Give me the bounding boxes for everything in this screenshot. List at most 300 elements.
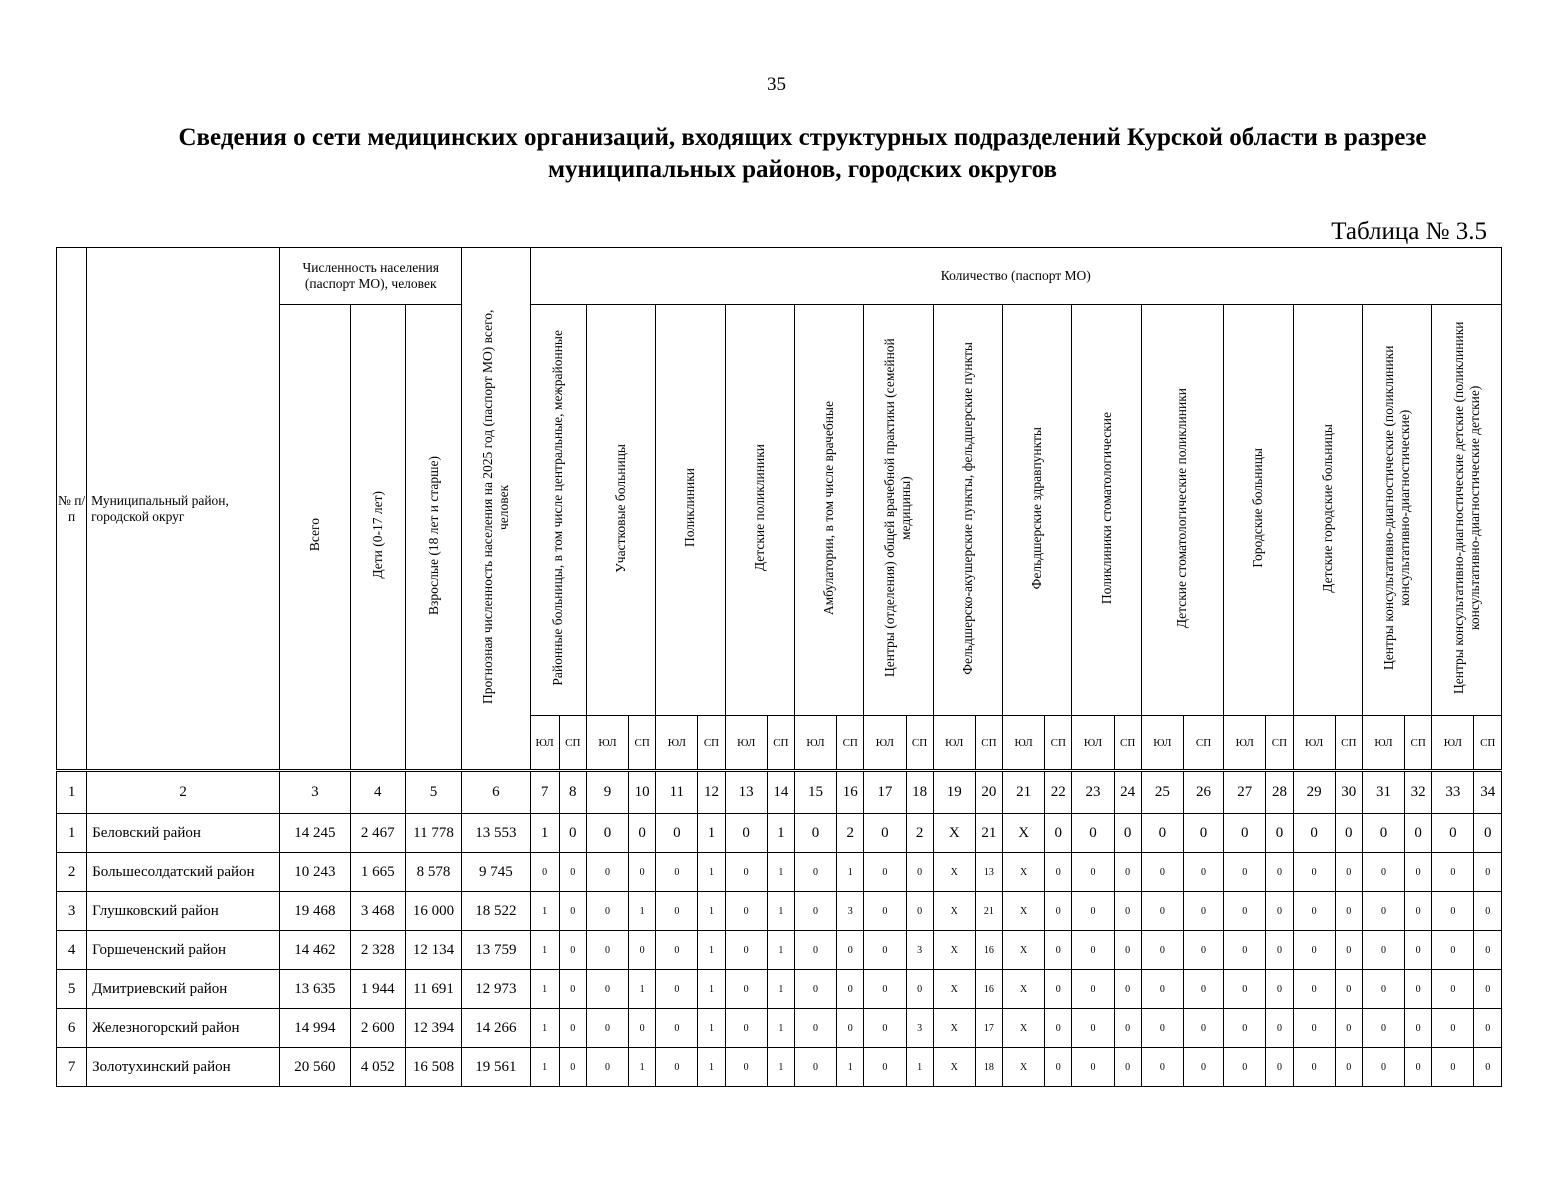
count-cell: 0 [725,970,767,1009]
header-num: № п/ п [57,248,87,771]
count-cell: 0 [586,931,628,970]
count-cell: 3 [906,1009,933,1048]
count-cell: 0 [629,931,656,970]
count-cell: 0 [1362,1009,1404,1048]
population-forecast: 18 522 [462,892,530,931]
count-cell: 1 [767,1048,794,1087]
column-number: 25 [1141,771,1183,814]
count-cell: 13 [975,853,1002,892]
count-cell: Х [1003,931,1045,970]
population-adults: 16 508 [405,1048,461,1087]
count-cell: 0 [1362,1048,1404,1087]
count-cell: 16 [975,931,1002,970]
count-cell: 0 [530,853,559,892]
count-cell: 1 [530,1009,559,1048]
count-cell: 0 [1045,853,1072,892]
column-number: 15 [794,771,836,814]
header-sub-yul: ЮЛ [656,716,698,771]
count-cell: 0 [1474,892,1502,931]
count-cell: 0 [1474,1048,1502,1087]
count-cell: 0 [725,892,767,931]
count-cell: 1 [530,814,559,853]
count-cell: 1 [837,1048,864,1087]
count-cell: 0 [1183,853,1223,892]
count-cell: 0 [1293,970,1335,1009]
column-number: 16 [837,771,864,814]
header-category-7: Фельдшерско-акушерские пункты, фельдшерские пункты [933,305,1002,716]
count-cell: 0 [1072,892,1114,931]
header-sub-sp: СП [975,716,1002,771]
header-sub-sp: СП [629,716,656,771]
population-forecast: 13 553 [462,814,530,853]
count-cell: 0 [1114,970,1141,1009]
count-cell: 0 [1072,814,1114,853]
count-cell: 0 [629,814,656,853]
count-cell: 0 [1045,931,1072,970]
population-total: 20 560 [280,1048,350,1087]
population-children: 2 328 [350,931,405,970]
count-cell: 1 [767,970,794,1009]
header-sub-yul: ЮЛ [1293,716,1335,771]
count-cell: 0 [864,892,906,931]
district-name: Железногорский район [87,1009,280,1048]
count-cell: 0 [559,1048,586,1087]
count-cell: Х [933,892,975,931]
column-number: 33 [1432,771,1474,814]
count-cell: 0 [1293,892,1335,931]
count-cell: 0 [1405,931,1432,970]
count-cell: 0 [837,1009,864,1048]
count-cell: Х [933,1048,975,1087]
header-sub-yul: ЮЛ [933,716,975,771]
count-cell: 0 [1362,814,1404,853]
count-cell: 0 [1224,931,1266,970]
header-row-1 [57,248,1502,305]
population-total: 10 243 [280,853,350,892]
population-children: 2 467 [350,814,405,853]
count-cell: 0 [1141,892,1183,931]
count-cell: 0 [656,1009,698,1048]
count-cell: 0 [1266,814,1293,853]
count-cell: 0 [864,1048,906,1087]
population-forecast: 9 745 [462,853,530,892]
count-cell: 0 [1335,970,1362,1009]
count-cell: 0 [1405,814,1432,853]
column-number: 5 [405,771,461,814]
count-cell: 0 [1224,892,1266,931]
count-cell: 1 [698,1048,725,1087]
count-cell: 0 [1183,1009,1223,1048]
count-cell: 1 [530,1048,559,1087]
column-number: 28 [1266,771,1293,814]
district-name: Глушковский район [87,892,280,931]
count-cell: 0 [1405,1048,1432,1087]
column-number: 4 [350,771,405,814]
count-cell: 0 [1474,853,1502,892]
count-cell: 1 [767,853,794,892]
count-cell: 0 [1335,931,1362,970]
count-cell: Х [1003,814,1045,853]
column-number: 11 [656,771,698,814]
column-number: 26 [1183,771,1223,814]
count-cell: 0 [586,853,628,892]
count-cell: 0 [1335,892,1362,931]
count-cell: 0 [629,1009,656,1048]
count-cell: 0 [1335,1048,1362,1087]
header-sub-sp: СП [1114,716,1141,771]
header-sub-yul: ЮЛ [864,716,906,771]
count-cell: 2 [837,814,864,853]
header-sub-yul: ЮЛ [1432,716,1474,771]
column-number: 24 [1114,771,1141,814]
population-adults: 16 000 [405,892,461,931]
header-sub-yul: ЮЛ [1141,716,1183,771]
row-number: 2 [57,853,87,892]
count-cell: 0 [1183,892,1223,931]
count-cell: 0 [1114,931,1141,970]
count-cell: 1 [530,970,559,1009]
title-line-1: Сведения о сети медицинских организаций, входящих структурных подразделений Курской области в разрезе [178,124,1427,151]
count-cell: 0 [1266,931,1293,970]
count-cell: Х [933,970,975,1009]
header-quantity: Количество (паспорт МО) [530,248,1501,305]
column-number: 23 [1072,771,1114,814]
count-cell: 0 [656,1048,698,1087]
district-name: Беловский район [87,814,280,853]
count-cell: 1 [629,892,656,931]
count-cell: 0 [1183,1048,1223,1087]
header-sub-yul: ЮЛ [1003,716,1045,771]
column-number: 14 [767,771,794,814]
header-sub-sp: СП [1183,716,1223,771]
count-cell: Х [1003,1009,1045,1048]
count-cell: 0 [1114,853,1141,892]
header-pop-children: Дети (0-17 лет) [350,305,405,771]
count-cell: 0 [1183,931,1223,970]
count-cell: 0 [794,853,836,892]
count-cell: 0 [1072,853,1114,892]
header-sub-sp: СП [1335,716,1362,771]
count-cell: 1 [698,853,725,892]
population-total: 14 994 [280,1009,350,1048]
header-category-14: Центры консультативно-диагностические детские (поликлиники консультативно-диагностические детские) [1432,305,1502,716]
count-cell: 0 [1293,814,1335,853]
count-cell: 3 [837,892,864,931]
count-cell: 0 [725,931,767,970]
population-forecast: 19 561 [462,1048,530,1087]
count-cell: 21 [975,814,1002,853]
count-cell: 0 [1293,931,1335,970]
count-cell: 1 [767,892,794,931]
population-children: 3 468 [350,892,405,931]
header-forecast: Прогнозная численность населения на 2025 год (паспорт МО) всего, человек [462,248,530,771]
network-table [56,247,1502,1087]
header-sub-sp: СП [698,716,725,771]
district-name: Горшеченский район [87,931,280,970]
count-cell: 0 [794,970,836,1009]
header-category-10: Детские стоматологические поликлиники [1141,305,1223,716]
count-cell: 0 [1114,1048,1141,1087]
count-cell: 0 [1072,1048,1114,1087]
count-cell: 0 [906,853,933,892]
count-cell: 0 [1141,814,1183,853]
count-cell: 0 [586,892,628,931]
count-cell: 0 [1293,1048,1335,1087]
table-row [57,892,1502,931]
header-sub-sp: СП [559,716,586,771]
count-cell: 0 [906,970,933,1009]
count-cell: 0 [864,931,906,970]
count-cell: 0 [1141,1009,1183,1048]
count-cell: 1 [629,1048,656,1087]
header-sub-sp: СП [906,716,933,771]
count-cell: 0 [1405,1009,1432,1048]
header-sub-sp: СП [1266,716,1293,771]
header-category-3: Поликлиники [656,305,725,716]
header-category-2: Участковые больницы [586,305,655,716]
count-cell: 1 [767,931,794,970]
count-cell: 0 [1362,970,1404,1009]
count-cell: 0 [1335,1009,1362,1048]
column-number: 7 [530,771,559,814]
count-cell: 0 [1224,853,1266,892]
count-cell: 21 [975,892,1002,931]
population-forecast: 12 973 [462,970,530,1009]
population-total: 19 468 [280,892,350,931]
count-cell: 0 [559,814,586,853]
header-sub-yul: ЮЛ [725,716,767,771]
count-cell: 0 [1072,1009,1114,1048]
count-cell: 0 [1045,892,1072,931]
column-number: 30 [1335,771,1362,814]
header-sub-sp: СП [1474,716,1502,771]
count-cell: Х [933,814,975,853]
count-cell: 1 [698,931,725,970]
column-number: 1 [57,771,87,814]
count-cell: 0 [586,814,628,853]
count-cell: 0 [656,814,698,853]
column-number: 12 [698,771,725,814]
count-cell: 0 [1141,970,1183,1009]
count-cell: 0 [656,931,698,970]
count-cell: 0 [1432,970,1474,1009]
count-cell: 0 [1045,1048,1072,1087]
count-cell: 0 [656,853,698,892]
column-number: 9 [586,771,628,814]
count-cell: 0 [1114,1009,1141,1048]
count-cell: 0 [1072,970,1114,1009]
count-cell: 0 [725,853,767,892]
header-sub-yul: ЮЛ [1072,716,1114,771]
population-total: 14 245 [280,814,350,853]
population-children: 2 600 [350,1009,405,1048]
count-cell: 0 [837,931,864,970]
table-row [57,853,1502,892]
count-cell: 0 [864,814,906,853]
row-number: 1 [57,814,87,853]
count-cell: 1 [698,970,725,1009]
count-cell: 0 [1141,853,1183,892]
count-cell: 0 [1045,814,1072,853]
count-cell: 0 [1405,853,1432,892]
count-cell: 0 [559,1009,586,1048]
count-cell: 1 [767,814,794,853]
population-children: 1 665 [350,853,405,892]
count-cell: 18 [975,1048,1002,1087]
header-sub-yul: ЮЛ [530,716,559,771]
count-cell: 0 [794,814,836,853]
row-number: 7 [57,1048,87,1087]
count-cell: 0 [1045,970,1072,1009]
count-cell: 0 [1432,853,1474,892]
table-row [57,1009,1502,1048]
population-adults: 11 691 [405,970,461,1009]
count-cell: 0 [1474,970,1502,1009]
page-title [60,122,1545,186]
column-number: 3 [280,771,350,814]
count-cell: 0 [1266,1009,1293,1048]
column-number: 18 [906,771,933,814]
population-adults: 12 394 [405,1009,461,1048]
count-cell: 0 [559,931,586,970]
count-cell: 0 [1224,1009,1266,1048]
title-line-2: муниципальных районов, городских округов [547,156,1058,183]
header-pop-total: Всего [280,305,350,771]
population-forecast: 14 266 [462,1009,530,1048]
header-sub-sp: СП [1045,716,1072,771]
count-cell: 0 [1405,970,1432,1009]
count-cell: Х [1003,853,1045,892]
count-cell: 0 [1183,814,1223,853]
count-cell: 1 [629,970,656,1009]
count-cell: Х [933,1009,975,1048]
count-cell: 0 [1266,853,1293,892]
header-category-4: Детские поликлиники [725,305,794,716]
header-sub-sp: СП [767,716,794,771]
count-cell: 0 [1432,1009,1474,1048]
count-cell: 1 [698,814,725,853]
header-category-9: Поликлиники стоматологические [1072,305,1141,716]
column-number: 21 [1003,771,1045,814]
count-cell: Х [933,853,975,892]
count-cell: 16 [975,970,1002,1009]
count-cell: 0 [794,931,836,970]
column-number: 32 [1405,771,1432,814]
count-cell: 0 [1474,1009,1502,1048]
population-children: 1 944 [350,970,405,1009]
count-cell: 17 [975,1009,1002,1048]
count-cell: 0 [1224,814,1266,853]
count-cell: 0 [1293,1009,1335,1048]
count-cell: 0 [1266,892,1293,931]
count-cell: 0 [1224,970,1266,1009]
count-cell: 1 [698,1009,725,1048]
header-pop-adults: Взрослые (18 лет и старше) [405,305,461,771]
count-cell: 0 [1405,892,1432,931]
count-cell: 3 [906,931,933,970]
count-cell: 0 [1362,853,1404,892]
header-sub-yul: ЮЛ [1362,716,1404,771]
count-cell: 0 [837,970,864,1009]
count-cell: 0 [629,853,656,892]
count-cell: 1 [837,853,864,892]
row-number: 3 [57,892,87,931]
count-cell: 0 [1266,970,1293,1009]
count-cell: 1 [767,1009,794,1048]
header-category-6: Центры (отделения) общей врачебной практики (семейной медицины) [864,305,933,716]
count-cell: 0 [1224,1048,1266,1087]
district-name: Дмитриевский район [87,970,280,1009]
count-cell: 0 [1045,1009,1072,1048]
count-cell: 0 [725,1048,767,1087]
count-cell: Х [1003,1048,1045,1087]
header-category-8: Фельдшерские здравпункты [1003,305,1072,716]
population-total: 14 462 [280,931,350,970]
count-cell: 0 [1266,1048,1293,1087]
count-cell: 0 [725,814,767,853]
header-sub-sp: СП [1405,716,1432,771]
column-number: 17 [864,771,906,814]
header-population: Численность населения (паспорт МО), человек [280,248,462,305]
header-sub-yul: ЮЛ [1224,716,1266,771]
district-name: Золотухинский район [87,1048,280,1087]
count-cell: 0 [794,1048,836,1087]
count-cell: 1 [530,892,559,931]
count-cell: 0 [1474,814,1502,853]
table-row [57,1048,1502,1087]
column-number: 29 [1293,771,1335,814]
row-number: 5 [57,970,87,1009]
column-number: 20 [975,771,1002,814]
count-cell: 0 [559,892,586,931]
count-cell: 0 [725,1009,767,1048]
population-forecast: 13 759 [462,931,530,970]
page-number: 35 [767,74,786,95]
count-cell: Х [1003,892,1045,931]
header-sub-yul: ЮЛ [586,716,628,771]
population-adults: 8 578 [405,853,461,892]
header-category-1: Районные больницы, в том числе центральные, межрайонные [530,305,586,716]
count-cell: 0 [1293,853,1335,892]
table-label: Таблица № 3.5 [1331,218,1487,245]
count-cell: Х [933,931,975,970]
header-category-11: Городские больницы [1224,305,1293,716]
count-cell: 0 [864,853,906,892]
table-row [57,814,1502,853]
count-cell: 0 [586,1048,628,1087]
count-cell: 0 [1072,931,1114,970]
column-number: 10 [629,771,656,814]
row-number: 6 [57,1009,87,1048]
column-number: 19 [933,771,975,814]
count-cell: 0 [794,1009,836,1048]
count-cell: 0 [1114,814,1141,853]
column-number: 34 [1474,771,1502,814]
header-category-5: Амбулатории, в том числе врачебные [794,305,863,716]
header-category-12: Детские городские больницы [1293,305,1362,716]
column-number: 13 [725,771,767,814]
count-cell: 0 [794,892,836,931]
population-adults: 11 778 [405,814,461,853]
header-category-13: Центры консультативно-диагностические (поликлиники консультативно-диагностические) [1362,305,1431,716]
count-cell: 1 [698,892,725,931]
count-cell: 0 [586,1009,628,1048]
count-cell: 0 [1141,931,1183,970]
count-cell: 0 [559,970,586,1009]
count-cell: Х [1003,970,1045,1009]
count-cell: 1 [906,1048,933,1087]
count-cell: 0 [1114,892,1141,931]
